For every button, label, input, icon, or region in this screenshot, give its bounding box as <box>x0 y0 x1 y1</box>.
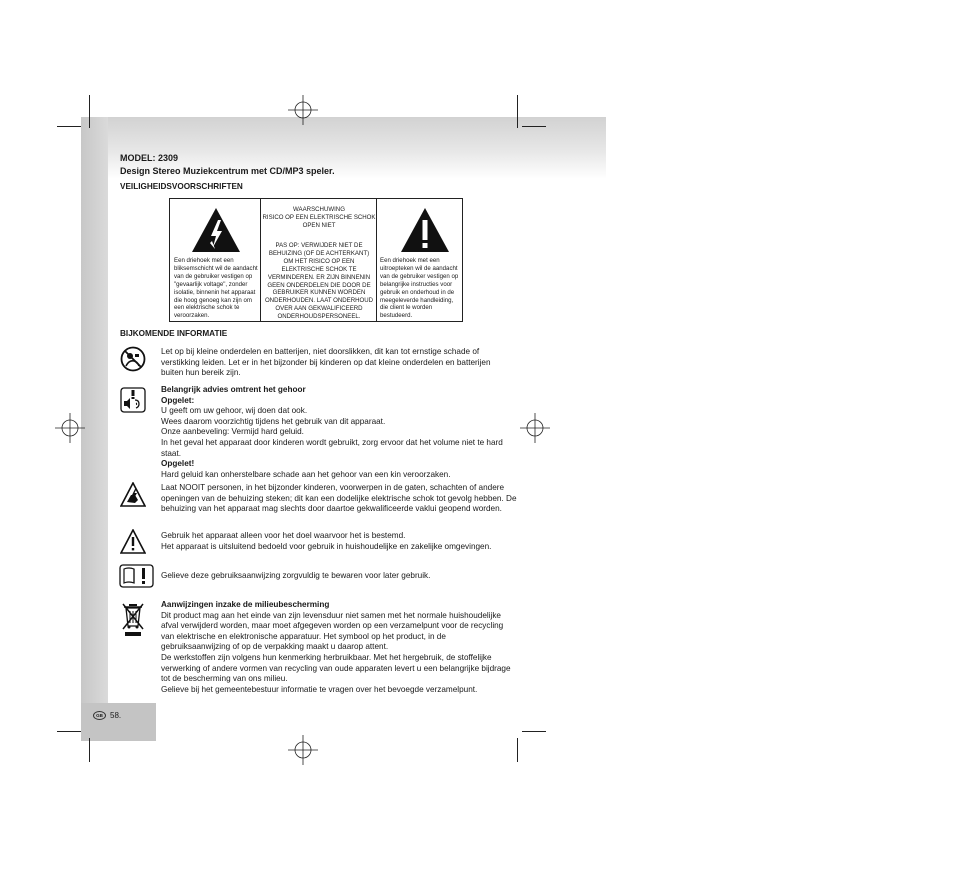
crop-mark <box>89 95 90 128</box>
crop-mark <box>89 738 90 762</box>
electric-shock-hand-icon <box>120 482 146 508</box>
hearing-line: Onze aanbeveling: Vermijd hard geluid. <box>161 427 304 437</box>
warning-divider <box>260 199 261 321</box>
manual-text: Gelieve deze gebruiksaanwijzing zorgvuldig te bewaren voor later gebruik. <box>161 571 431 580</box>
lightning-explanation: Een driehoek met een bliksemschicht wil de aandacht van de gebruiker vestigen op "gevaarlijk voltage", zonder isolatie, binnenin het apparaat die hoog genoeg kan zijn om een elektrische schok te veroorzaken. <box>174 257 258 320</box>
info-section-title: BIJKOMENDE INFORMATIE <box>120 329 228 338</box>
usage-line: Gebruik het apparaat alleen voor het doel waarvoor het is bestemd. <box>161 531 406 540</box>
model-number: MODEL: 2309 <box>120 153 179 163</box>
environment-title: Aanwijzingen inzake de milieubescherming <box>161 600 330 609</box>
hearing-line: Hard geluid kan onherstelbare schade aan het gehoor van een kin veroorzaken. <box>161 469 451 479</box>
hearing-line: In het geval het apparaat door kinderen wordt gebruikt, zorg ervoor dat het volume niet te hard staat. <box>161 437 503 458</box>
registration-mark-icon <box>55 413 85 443</box>
page-footer-block <box>81 703 156 741</box>
weee-bin-icon <box>120 601 146 637</box>
warning-box <box>169 198 463 322</box>
page-number <box>93 711 121 720</box>
usage-section <box>161 531 511 552</box>
environment-paragraph: Gelieve bij het gemeentebestuur informatie te vragen over het bevoegde verzamelpunt. <box>161 684 478 694</box>
product-title: Design Stereo Muziekcentrum met CD/MP3 speler. <box>120 166 335 176</box>
environment-paragraph: Dit product mag aan het einde van zijn levensduur niet samen met het normale huishoudelijke afval verwijderd worden, maar moet afgegeven worden op een verzamelpunt voor de recycling van elektrische en elektronische apparatuur. Het symbool op het product, in de gebruiksaanwijzing of op de verpakking maakt u daarop attent. <box>161 610 504 652</box>
crop-mark <box>522 731 546 732</box>
side-band <box>81 117 108 741</box>
warning-line: OPEN NIET <box>302 221 336 229</box>
page-number-text: 58. <box>110 711 122 720</box>
registration-mark-icon <box>520 413 550 443</box>
usage-line: Het apparaat is uitsluitend bedoeld voor gebruik in huishoudelijke en zakelijke omgevingen. <box>161 541 492 551</box>
warning-body: PAS OP: VERWIJDER NIET DE BEHUIZING (OF DE ACHTERKANT) OM HET RISICO OP EEN ELEKTRISCHE SCHOK TE VERMINDEREN. ER ZIJN BINNENIN GEEN ONDERDELEN DIE DOOR DE GEBRUIKER KUNNEN WORDEN ONDERHOUDEN. LAAT ONDERHOUD OVER AAN GEKWALIFICEERD ONDERHOUDSPERSONEEL. <box>264 242 374 321</box>
no-small-parts-icon <box>120 346 146 372</box>
warning-title: WAARSCHUWING <box>293 206 345 213</box>
crop-mark <box>57 731 81 732</box>
exclamation-explanation: Een driehoek met een uitroepteken wil de aandacht van de gebruiker vestigen op belangrijke instructies voor gebruik en onderhoud in de meegeleverde handleiding, die client le worden bestudeerd. <box>380 257 459 320</box>
caution-icon <box>120 529 146 555</box>
manual-book-icon <box>119 564 154 588</box>
environment-section <box>161 600 511 695</box>
hearing-warning-icon <box>120 387 146 413</box>
hearing-title: Belangrijk advies omtrent het gehoor <box>161 385 306 394</box>
exclamation-warning-icon <box>400 207 450 253</box>
safety-section-title: VEILIGHEIDSVOORSCHRIFTEN <box>120 182 243 191</box>
environment-paragraph: De werkstoffen zijn volgens hun kenmerking herbruikbaar. Met het hergebruik, de stoffelijke verwerking of andere vormen van recycling van oude apparaten levert u een belangrijke bijdrage tot de bescherming van ons milieu. <box>161 652 511 684</box>
hearing-caution: Opgelet! <box>161 459 195 469</box>
crop-mark <box>57 126 81 127</box>
crop-mark <box>522 126 546 127</box>
hearing-caution: Opgelet: <box>161 395 195 405</box>
crop-mark <box>517 95 518 128</box>
small-parts-text: Let op bij kleine onderdelen en batterijen, niet doorslikken, dit kan tot ernstige schade of verstikking leiden. Let er in het bijzonder bij kinderen op dat kleine onderdelen en batterijen buiten hun bereik zijn. <box>161 347 491 378</box>
hearing-section <box>161 385 511 480</box>
crop-mark <box>517 738 518 762</box>
warning-line: RISICO OP EEN ELEKTRISCHE SCHOK <box>262 213 376 221</box>
warning-divider <box>376 199 377 321</box>
lightning-warning-icon <box>191 207 241 253</box>
registration-mark-icon <box>288 95 318 125</box>
registration-mark-icon <box>288 735 318 765</box>
warning-header <box>262 206 376 230</box>
hearing-line: Wees daarom voorzichtig tijdens het gebruik van dit apparaat. <box>161 416 386 426</box>
language-badge: GB <box>93 711 106 720</box>
hearing-line: U geeft om uw gehoor, wij doen dat ook. <box>161 406 308 416</box>
openings-text: Laat NOOIT personen, in het bijzonder kinderen, voorwerpen in de gaten, schachten of andere openingen van de behuizing steken; dit kan een dodelijke elektrische schok tot gevolg hebben. De behuizing van het apparaat mag slechts door daartoe gekwalificeerde vaklui geopend worden. <box>161 483 517 514</box>
